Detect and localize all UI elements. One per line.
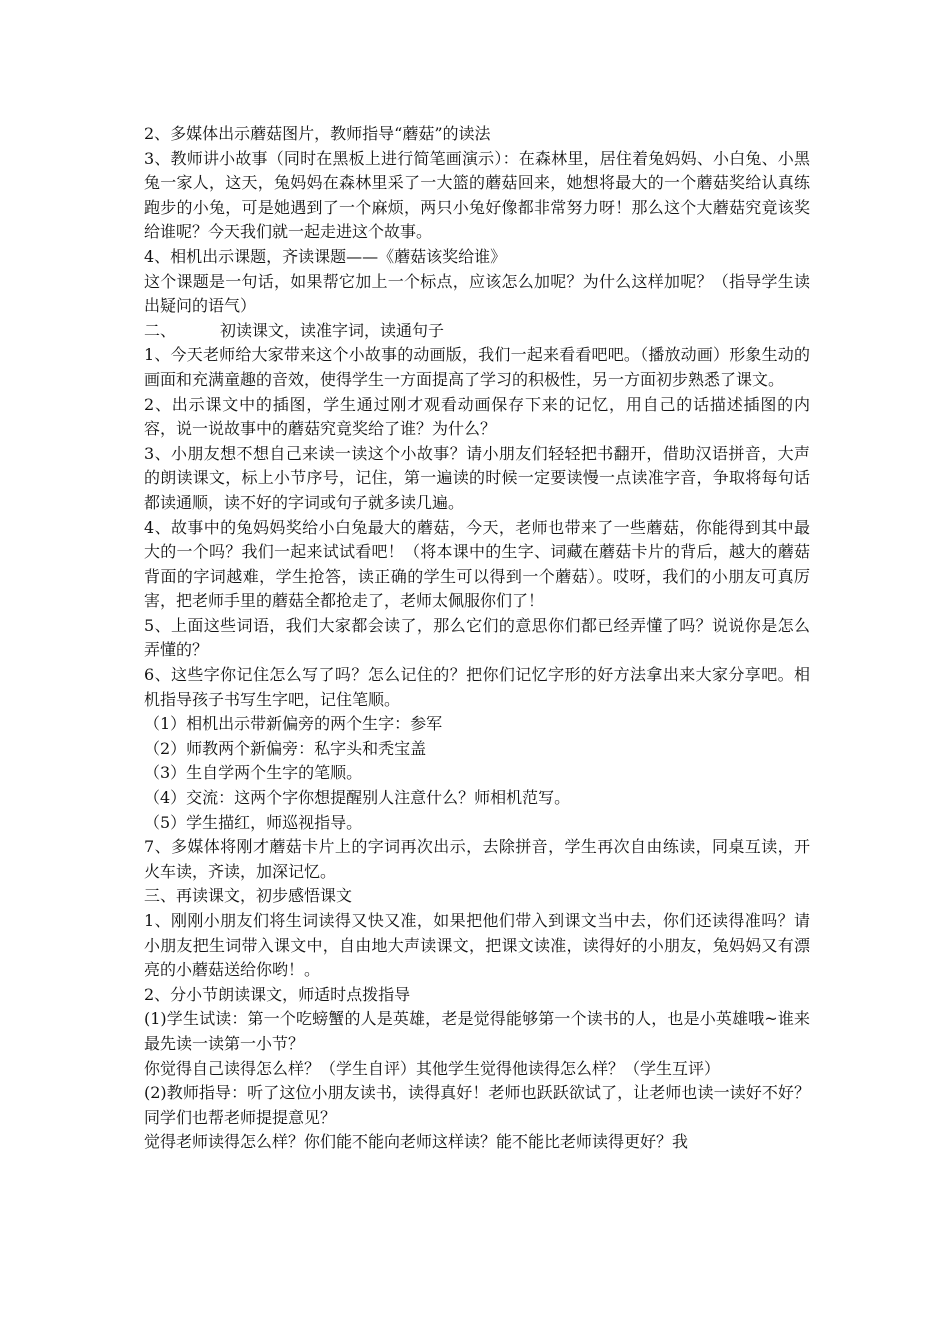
paragraph: 你觉得自己读得怎么样？（学生自评）其他学生觉得他读得怎么样？（学生互评）: [144, 1058, 721, 1078]
paragraph: 这个课题是一句话，如果帮它加上一个标点，应该怎么加呢？为什么这样加呢？（指导学生读出疑问的语气）: [144, 271, 810, 316]
section-title: 初读课文，读准字词，读通句子: [220, 320, 445, 340]
document-body: [144, 122, 810, 1155]
paragraph: (1)学生试读：第一个吃螃蟹的人是英雄，老是觉得能够第一个读书的人，也是小英雄哦~谁来最先读一读第一小节？: [144, 1009, 810, 1053]
paragraph: (2)教师指导：听了这位小朋友读书，读得真好！老师也跃跃欲试了，让老师也读一读好不好？同学们也帮老师提提意见？: [144, 1083, 810, 1127]
paragraph: 6、这些字你记住怎么写了吗？怎么记住的？把你们记忆字形的好方法拿出来大家分享吧。相机指导孩子书写生字吧，记住笔顺。: [144, 665, 810, 709]
paragraph: 4、故事中的兔妈妈奖给小白兔最大的蘑菇，今天，老师也带来了一些蘑菇，你能得到其中最大的一个吗？我们一起来试试看吧！（将本课中的生字、词藏在蘑菇卡片的背后，越大的蘑菇背面的字词越难，学生抢答，读正确的学生可以得到一个蘑菇）。哎呀，我们的小朋友可真厉害，把老师手里的蘑菇全都抢走了，老师太佩服你们了！: [144, 517, 810, 611]
list-item: （1）相机出示带新偏旁的两个生字：参军: [144, 714, 443, 734]
list-item: （4）交流：这两个字你想提醒别人注意什么？师相机范写。: [144, 788, 571, 808]
paragraph: 2、多媒体出示蘑菇图片，教师指导“蘑菇”的读法: [144, 124, 491, 143]
paragraph: 3、小朋友想不想自己来读一读这个小故事？请小朋友们轻轻把书翻开，借助汉语拼音，大声的朗读课文，标上小节序号，记住，第一遍读的时候一定要读慢一点读准字音，争取将每句话都读通顺，读不好的字词或句子就多读几遍。: [144, 443, 810, 512]
section-number: 二、: [144, 320, 177, 340]
list-item: （3）生自学两个生字的笔顺。: [144, 763, 363, 783]
paragraph: 5、上面这些词语，我们大家都会读了，那么它们的意思你们都已经弄懂了吗？说说你是怎么弄懂的？: [144, 615, 810, 660]
list-item: （2）师教两个新偏旁：私字头和秃宝盖: [144, 738, 427, 758]
paragraph: 觉得老师读得怎么样？你们能不能向老师这样读？能不能比老师读得更好？我: [144, 1132, 689, 1152]
list-item: （5）学生描红，师巡视指导。: [144, 812, 363, 832]
paragraph: 2、出示课文中的插图，学生通过刚才观看动画保存下来的记忆，用自己的话描述插图的内容，说一说故事中的蘑菇究竟奖给了谁？为什么？: [144, 394, 810, 439]
paragraph: 4、相机出示课题，齐读课题——《蘑菇该奖给谁》: [144, 246, 507, 266]
paragraph: 7、多媒体将刚才蘑菇卡片上的字词再次出示，去除拼音，学生再次自由练读，同桌互读，开火车读，齐读，加深记忆。: [144, 837, 810, 881]
paragraph: 1、刚刚小朋友们将生词读得又快又准，如果把他们带入到课文当中去，你们还读得准吗？请小朋友把生词带入课文中，自由地大声读课文，把课文读准，读得好的小朋友，兔妈妈又有漂亮的小蘑菇送给你哟！。: [144, 911, 810, 980]
paragraph: 1、今天老师给大家带来这个小故事的动画版，我们一起来看看吧吧。（播放动画）形象生动的画面和充满童趣的音效，使得学生一方面提高了学习的积极性，另一方面初步熟悉了课文。: [144, 345, 810, 389]
section-heading: 三、再读课文，初步感悟课文: [144, 886, 353, 906]
paragraph: 2、分小节朗读课文，师适时点拨指导: [144, 984, 411, 1004]
paragraph: 3、教师讲小故事（同时在黑板上进行简笔画演示）：在森林里，居住着兔妈妈、小白兔、小黑兔一家人，这天，兔妈妈在森林里采了一大篮的蘑菇回来，她想将最大的一个蘑菇奖给认真练跑步的小兔，可是她遇到了一个麻烦，两只小兔好像都非常努力呀！那么这个大蘑菇究竟该奖给谁呢？今天我们就一起走进这个故事。: [144, 148, 810, 242]
section-heading: [144, 319, 810, 344]
